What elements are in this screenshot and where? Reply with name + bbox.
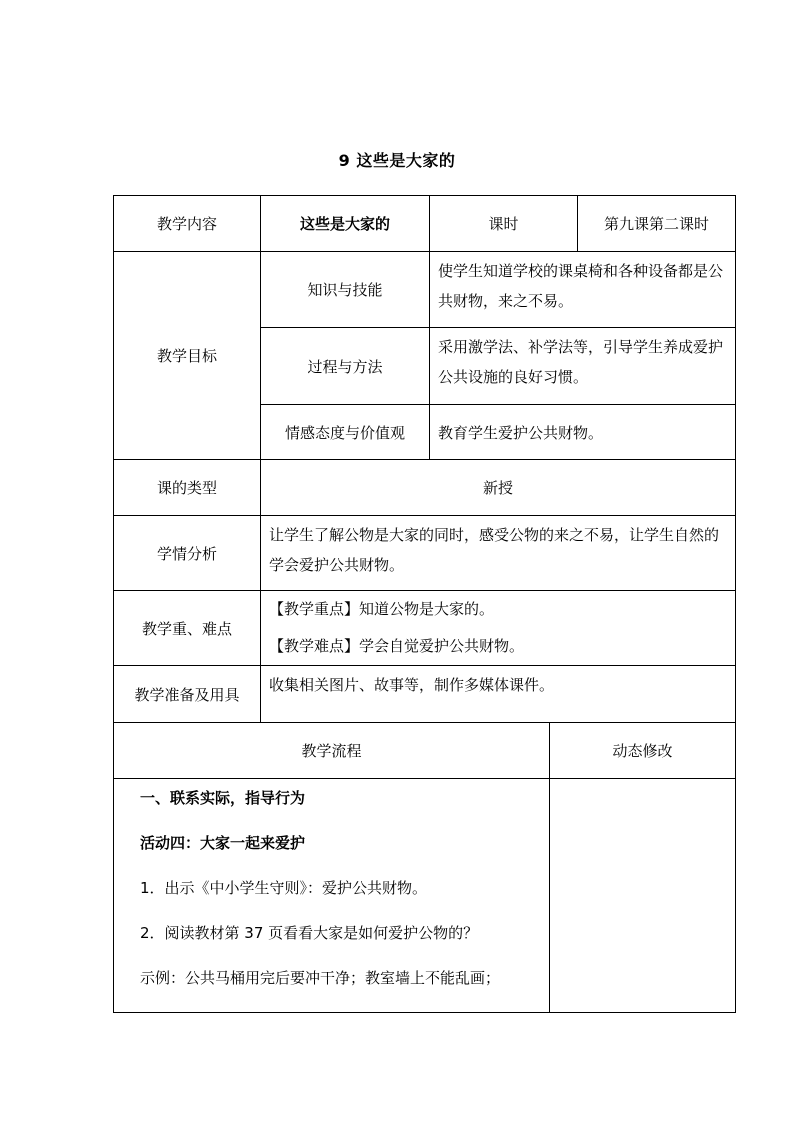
lesson-type-label: 课的类型 xyxy=(114,460,261,516)
focus-tag: 【教学重点】 xyxy=(269,600,360,618)
key-points-label: 教学重、难点 xyxy=(114,591,261,666)
analysis-text: 让学生了解公物是大家的同时，感受公物的来之不易，让学生自然的学会爱护公共财物。 xyxy=(261,516,736,591)
difficulty-text: 学会自觉爱护公共财物。 xyxy=(359,637,525,655)
focus-text: 知道公物是大家的。 xyxy=(359,600,495,618)
key-point-difficulty xyxy=(269,628,735,665)
period-label: 课时 xyxy=(430,196,578,252)
objective-text-process: 采用激学法、补学法等，引导学生养成爱护公共设施的良好习惯。 xyxy=(430,328,736,405)
process-example: 示例：公共马桶用完后要冲干净；教室墙上不能乱画； xyxy=(140,969,501,987)
key-points-cell xyxy=(261,591,736,666)
process-content xyxy=(114,779,550,1013)
process-section-title: 一、联系实际，指导行为 xyxy=(140,789,306,807)
lesson-plan-table xyxy=(113,195,736,1013)
process-header-flow: 教学流程 xyxy=(114,723,550,779)
objective-name-knowledge: 知识与技能 xyxy=(261,252,430,328)
period-value: 第九课第二课时 xyxy=(578,196,736,252)
objective-name-process: 过程与方法 xyxy=(261,328,430,405)
key-point-focus xyxy=(269,591,735,628)
difficulty-tag: 【教学难点】 xyxy=(269,637,360,655)
teaching-content-label: 教学内容 xyxy=(114,196,261,252)
preparation-label: 教学准备及用具 xyxy=(114,666,261,723)
lesson-type-value: 新授 xyxy=(261,460,736,516)
process-header-modify: 动态修改 xyxy=(550,723,736,779)
process-activity-title: 活动四：大家一起来爱护 xyxy=(140,834,306,852)
dynamic-modify-cell xyxy=(550,779,736,1013)
page-title: 9 这些是大家的 xyxy=(338,151,456,170)
process-step-1: 1．出示《中小学生守则》：爱护公共财物。 xyxy=(140,879,428,897)
objective-name-attitude: 情感态度与价值观 xyxy=(261,405,430,460)
preparation-text: 收集相关图片、故事等，制作多媒体课件。 xyxy=(261,666,736,723)
analysis-label: 学情分析 xyxy=(114,516,261,591)
objective-text-attitude: 教育学生爱护公共财物。 xyxy=(430,405,736,460)
objectives-label: 教学目标 xyxy=(114,252,261,460)
objective-text-knowledge: 使学生知道学校的课桌椅和各种设备都是公共财物，来之不易。 xyxy=(430,252,736,328)
teaching-content-value: 这些是大家的 xyxy=(261,196,430,252)
process-step-2: 2．阅读教材第 37 页看看大家是如何爱护公物的？ xyxy=(140,924,479,942)
